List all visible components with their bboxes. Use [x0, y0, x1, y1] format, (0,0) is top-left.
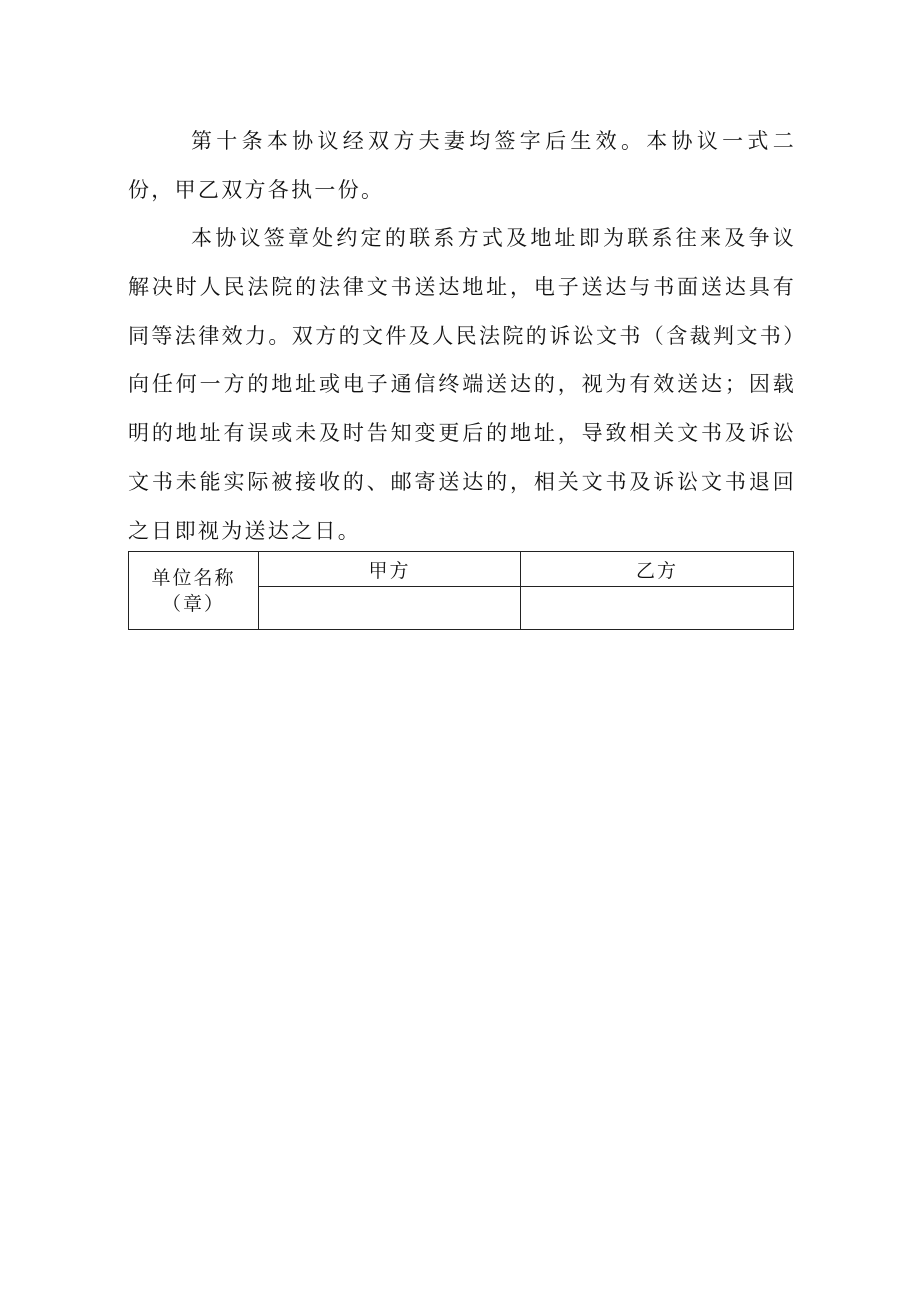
- service-address-paragraph: 本协议签章处约定的联系方式及地址即为联系往来及争议解决时人民法院的法律文书送达地址，电子送达与书面送达具有同等法律效力。双方的文件及人民法院的诉讼文书（含裁判文书）向任何一方的地址或电子通信终端送达的，视为有效送达；因载明的地址有误或未及时告知变更后的地址，导致相关文书及诉讼文书未能实际被接收的、邮寄送达的，相关文书及诉讼文书退回之日即视为送达之日。: [128, 226, 796, 543]
- seal-label: （章）: [161, 592, 225, 615]
- party-a-seal-cell: [259, 587, 521, 630]
- party-b-seal-cell: [521, 587, 794, 630]
- unit-name-label: 单位名称: [151, 566, 236, 589]
- clause-ten-paragraph: 第十条本协议经双方夫妻均签字后生效。本协议一式二份，甲乙双方各执一份。: [128, 129, 796, 202]
- unit-name-label-cell: [129, 552, 259, 630]
- party-a-header: 甲方: [259, 552, 521, 587]
- signature-table: [128, 551, 794, 630]
- party-b-header: 乙方: [521, 552, 794, 587]
